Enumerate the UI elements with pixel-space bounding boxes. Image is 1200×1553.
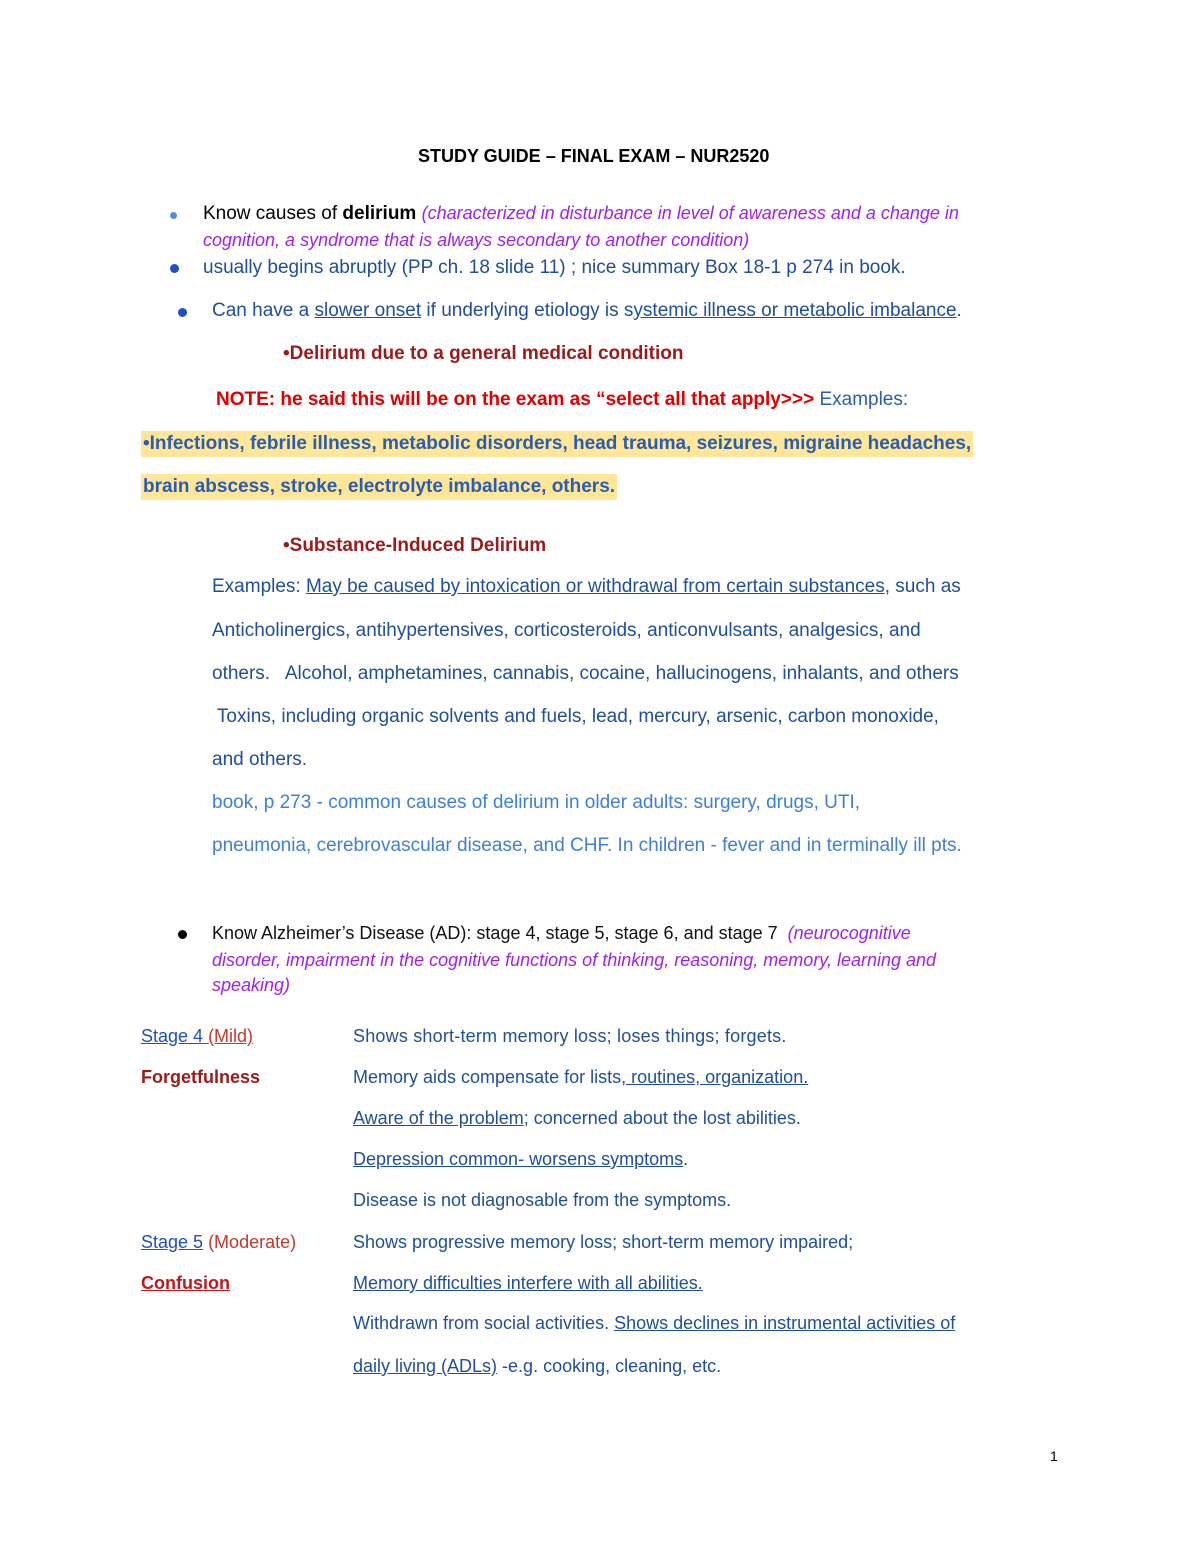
stage4-line-5: Disease is not diagnosable from the symptoms. <box>353 1190 732 1210</box>
text: . <box>956 300 962 321</box>
page-title: STUDY GUIDE – FINAL EXAM – NUR2520 <box>418 146 770 166</box>
bullet-text: Know causes of <box>203 203 343 224</box>
delirium-definition: (characterized in disturbance in level of awareness and a change in <box>421 203 959 223</box>
page-number: 1 <box>1050 1448 1058 1464</box>
text: , such as <box>884 576 961 597</box>
stage5-line-1: Shows progressive memory loss; short-term memory impaired; <box>353 1232 854 1252</box>
stage5-link: Stage 5 <box>141 1232 204 1252</box>
book-line-1: book, p 273 - common causes of delirium in older adults: surgery, drugs, UTI, <box>212 792 861 813</box>
stage5-label <box>141 1232 296 1253</box>
stage4-label <box>141 1026 253 1047</box>
bullet-delirium-causes <box>203 203 959 225</box>
exam-note <box>216 389 908 411</box>
substance-heading: •Substance-Induced Delirium <box>283 535 547 556</box>
stage5-name: Confusion <box>141 1273 230 1293</box>
text: -e.g. cooking, cleaning, etc. <box>497 1356 722 1376</box>
stage4-severity: (Mild) <box>203 1026 254 1046</box>
stage5-line-3 <box>353 1313 955 1334</box>
examples-highlight-1: •Infections, febrile illness, metabolic disorders, head trauma, seizures, migraine headaches, <box>141 431 973 457</box>
intoxication-text: May be caused by intoxication or withdrawal from certain substances <box>305 576 885 597</box>
text: if underlying etiology is s <box>421 300 634 321</box>
bullet-icon <box>178 930 187 939</box>
bullet-slower-onset <box>212 300 962 322</box>
text-underlined: , routines, organization. <box>621 1067 809 1087</box>
note-examples: Examples: <box>819 389 909 410</box>
general-condition-heading: •Delirium due to a general medical condition <box>283 343 684 364</box>
stage4-line-3 <box>353 1108 801 1129</box>
systemic-illness-text: ystemic illness or metabolic imbalance <box>633 300 957 321</box>
alzheimers-heading <box>212 923 911 944</box>
text: Can have a <box>212 300 315 321</box>
stage4-name: Forgetfulness <box>141 1067 261 1087</box>
bullet-icon <box>170 212 177 219</box>
text: ; concerned about the lost abilities. <box>523 1108 801 1128</box>
bullet-icon <box>170 264 179 273</box>
bullet-icon <box>178 308 187 317</box>
substance-line-4: Toxins, including organic solvents and fuels, lead, mercury, arsenic, carbon monoxide, <box>212 706 939 727</box>
stage5-severity: (Moderate) <box>203 1232 297 1252</box>
stage4-line-4 <box>353 1149 688 1170</box>
text-underlined: Depression common- worsens symptoms <box>353 1149 684 1169</box>
book-line-2: pneumonia, cerebrovascular disease, and CHF. In children - fever and in terminally ill pts. <box>212 835 962 856</box>
slower-onset-link: slower onset <box>314 300 422 321</box>
text: Examples: <box>212 576 306 597</box>
examples-highlight-2: brain abscess, stroke, electrolyte imbalance, others. <box>141 474 617 500</box>
stage4-line-2 <box>353 1067 808 1088</box>
text-underlined: Aware of the problem <box>353 1108 524 1128</box>
substance-line-2: Anticholinergics, antihypertensives, corticosteroids, anticonvulsants, analgesics, and <box>212 620 921 641</box>
text-underlined: Shows declines in instrumental activities of <box>614 1313 956 1333</box>
bullet-onset: usually begins abruptly (PP ch. 18 slide 11) ; nice summary Box 18-1 p 274 in book. <box>203 257 906 278</box>
alz-definition: (neurocognitive <box>787 923 911 943</box>
stage5-line-2: Memory difficulties interfere with all abilities. <box>353 1273 703 1293</box>
text-underlined: daily living (ADLs) <box>353 1356 498 1376</box>
stage5-line-4 <box>353 1356 721 1377</box>
note-text: NOTE: he said this will be on the exam as “select all that apply>>> <box>216 389 820 410</box>
substance-line-1 <box>212 576 961 598</box>
delirium-term: delirium <box>342 203 417 224</box>
text: Memory aids compensate for lists <box>353 1067 622 1087</box>
delirium-definition-cont: cognition, a syndrome that is always secondary to another condition) <box>203 230 750 250</box>
text: Know Alzheimer’s Disease (AD): stage 4, stage 5, stage 6, and stage 7 <box>212 923 788 943</box>
substance-line-3: others. Alcohol, amphetamines, cannabis, cocaine, hallucinogens, inhalants, and others <box>212 663 959 684</box>
text: Withdrawn from social activities. <box>353 1313 615 1333</box>
stage4-line-1: Shows short-term memory loss; loses things; forgets. <box>353 1026 787 1046</box>
text: . <box>683 1149 689 1169</box>
stage4-link: Stage 4 <box>141 1026 204 1046</box>
substance-line-5: and others. <box>212 749 308 770</box>
alz-definition-cont: disorder, impairment in the cognitive functions of thinking, reasoning, memory, learning and <box>212 950 937 970</box>
alz-definition-end: speaking) <box>212 975 291 995</box>
